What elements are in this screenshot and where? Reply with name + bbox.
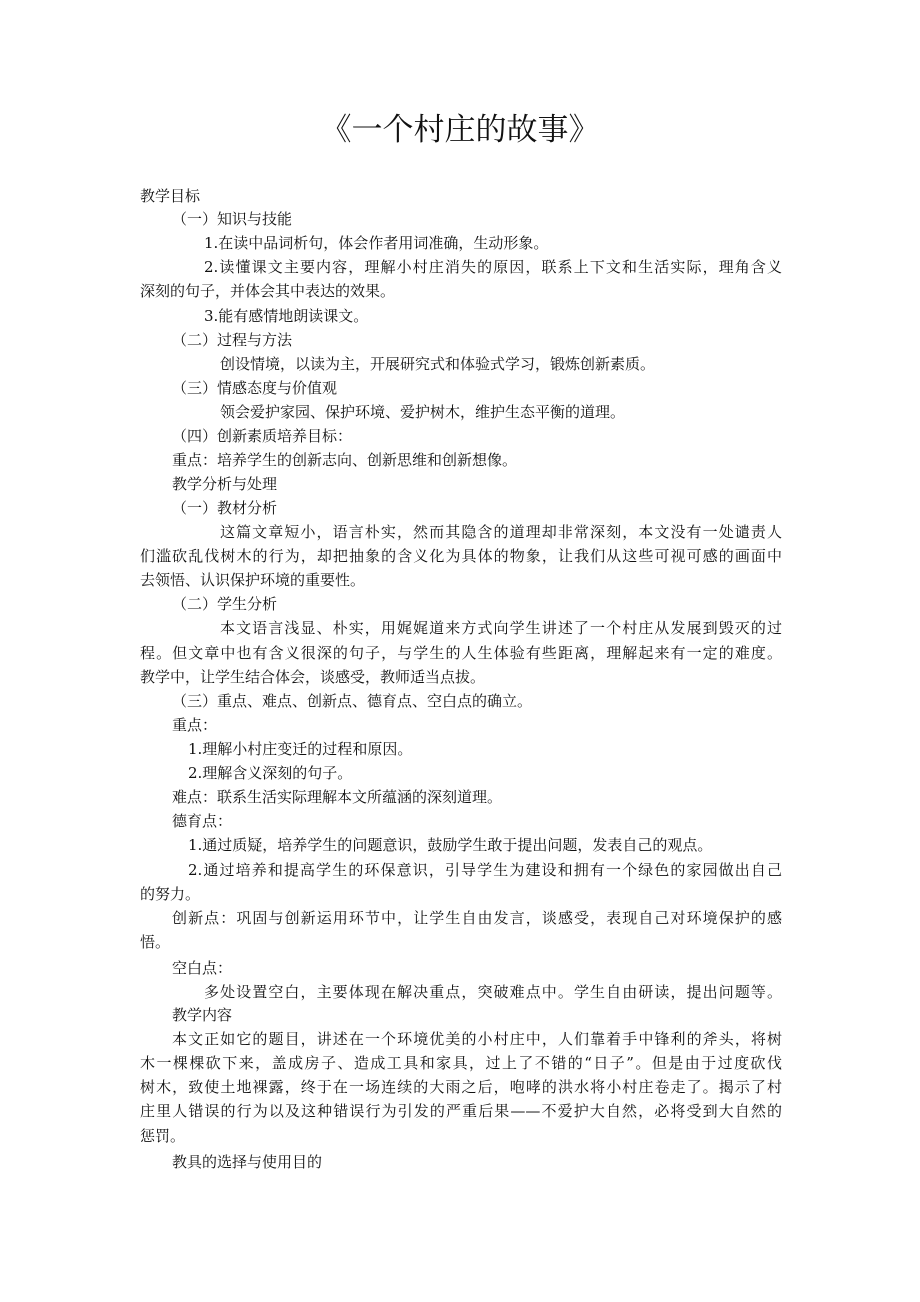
text-line: 领会爱护家园、保护环境、爱护树木，维护生态平衡的道理。 bbox=[220, 403, 626, 421]
section-heading: 教学分析与处理 bbox=[172, 475, 278, 493]
text-line: 这篇文章短小，语言朴实，然而其隐含的道理却非常深刻，本文没有一处谴责人 bbox=[220, 523, 782, 541]
subsection-heading: （三）情感态度与价值观 bbox=[172, 379, 338, 397]
text-line: 2.理解含义深刻的句子。 bbox=[188, 764, 353, 782]
text-line: 创新点：巩固与创新运用环节中，让学生自由发言，谈感受，表现自己对环境保护的感 bbox=[172, 909, 782, 927]
text-line: 创设情境，以读为主，开展研究式和体验式学习，锻炼创新素质。 bbox=[220, 355, 656, 373]
text-line: 重点：培养学生的创新志向、创新思维和创新想像。 bbox=[172, 451, 518, 469]
text-line: 难点：联系生活实际理解本文所蕴涵的深刻道理。 bbox=[172, 788, 503, 806]
text-line: 1.理解小村庄变迁的过程和原因。 bbox=[188, 740, 413, 758]
section-heading: 教具的选择与使用目的 bbox=[172, 1153, 323, 1171]
page-title: 《一个村庄的故事》 bbox=[320, 112, 600, 148]
text-line: 3.能有感情地朗读课文。 bbox=[204, 307, 369, 325]
text-line: 们滥砍乱伐树木的行为，却把抽象的含义化为具体的物象，让我们从这些可视可感的画面中 bbox=[140, 547, 782, 565]
text-line: 空白点： bbox=[172, 959, 233, 977]
subsection-heading: （四）创新素质培养目标： bbox=[172, 427, 353, 445]
text-line: 的努力。 bbox=[140, 885, 201, 903]
section-heading: 教学目标 bbox=[140, 187, 201, 205]
text-line: 1.在读中品词析句，体会作者用词准确，生动形象。 bbox=[204, 234, 549, 252]
text-line: 悟。 bbox=[140, 933, 171, 951]
text-line: 程。但文章中也有含义很深的句子，与学生的人生体验有些距离，理解起来有一定的难度。 bbox=[140, 644, 782, 662]
text-line: 木一棵棵砍下来，盖成房子、造成工具和家具，过上了不错的“日子”。但是由于过度砍伐 bbox=[140, 1054, 782, 1072]
text-line: 教学中，让学生结合体会，谈感受，教师适当点拔。 bbox=[140, 668, 486, 686]
text-line: 树木，致使土地裸露，终于在一场连续的大雨之后，咆哮的洪水将小村庄卷走了。揭示了村 bbox=[140, 1078, 782, 1096]
subsection-heading: （一）知识与技能 bbox=[172, 210, 293, 228]
text-line: 惩罚。 bbox=[140, 1127, 186, 1145]
text-line: 庄里人错误的行为以及这种错误行为引发的严重后果——不爱护大自然，必将受到大自然的 bbox=[140, 1102, 782, 1120]
text-line: 本文正如它的题目，讲述在一个环境优美的小村庄中，人们靠着手中锋利的斧头，将树 bbox=[172, 1030, 782, 1048]
text-line: 1.通过质疑，培养学生的问题意识，鼓励学生敢于提出问题，发表自己的观点。 bbox=[188, 836, 713, 854]
subsection-heading: （二）过程与方法 bbox=[172, 331, 293, 349]
text-line: 德育点： bbox=[172, 812, 233, 830]
subsection-heading: （一）教材分析 bbox=[172, 499, 278, 517]
text-line: 去领悟、认识保护环境的重要性。 bbox=[140, 571, 366, 589]
text-line: 多处设置空白，主要体现在解决重点，突破难点中。学生自由研读，提出问题等。 bbox=[204, 983, 782, 1001]
section-heading: 教学内容 bbox=[172, 1006, 233, 1024]
text-line: 重点： bbox=[172, 716, 218, 734]
subsection-heading: （二）学生分析 bbox=[172, 595, 278, 613]
text-line: 2.读懂课文主要内容，理解小村庄消失的原因，联系上下文和生活实际，理角含义 bbox=[204, 258, 782, 276]
text-line: 本文语言浅显、朴实，用娓娓道来方式向学生讲述了一个村庄从发展到毁灭的过 bbox=[220, 619, 782, 637]
text-line: 2.通过培养和提高学生的环保意识，引导学生为建设和拥有一个绿色的家园做出自己 bbox=[188, 861, 782, 879]
text-line: 深刻的句子，并体会其中表达的效果。 bbox=[140, 282, 396, 300]
subsection-heading: （三）重点、难点、创新点、德育点、空白点的确立。 bbox=[172, 692, 533, 710]
